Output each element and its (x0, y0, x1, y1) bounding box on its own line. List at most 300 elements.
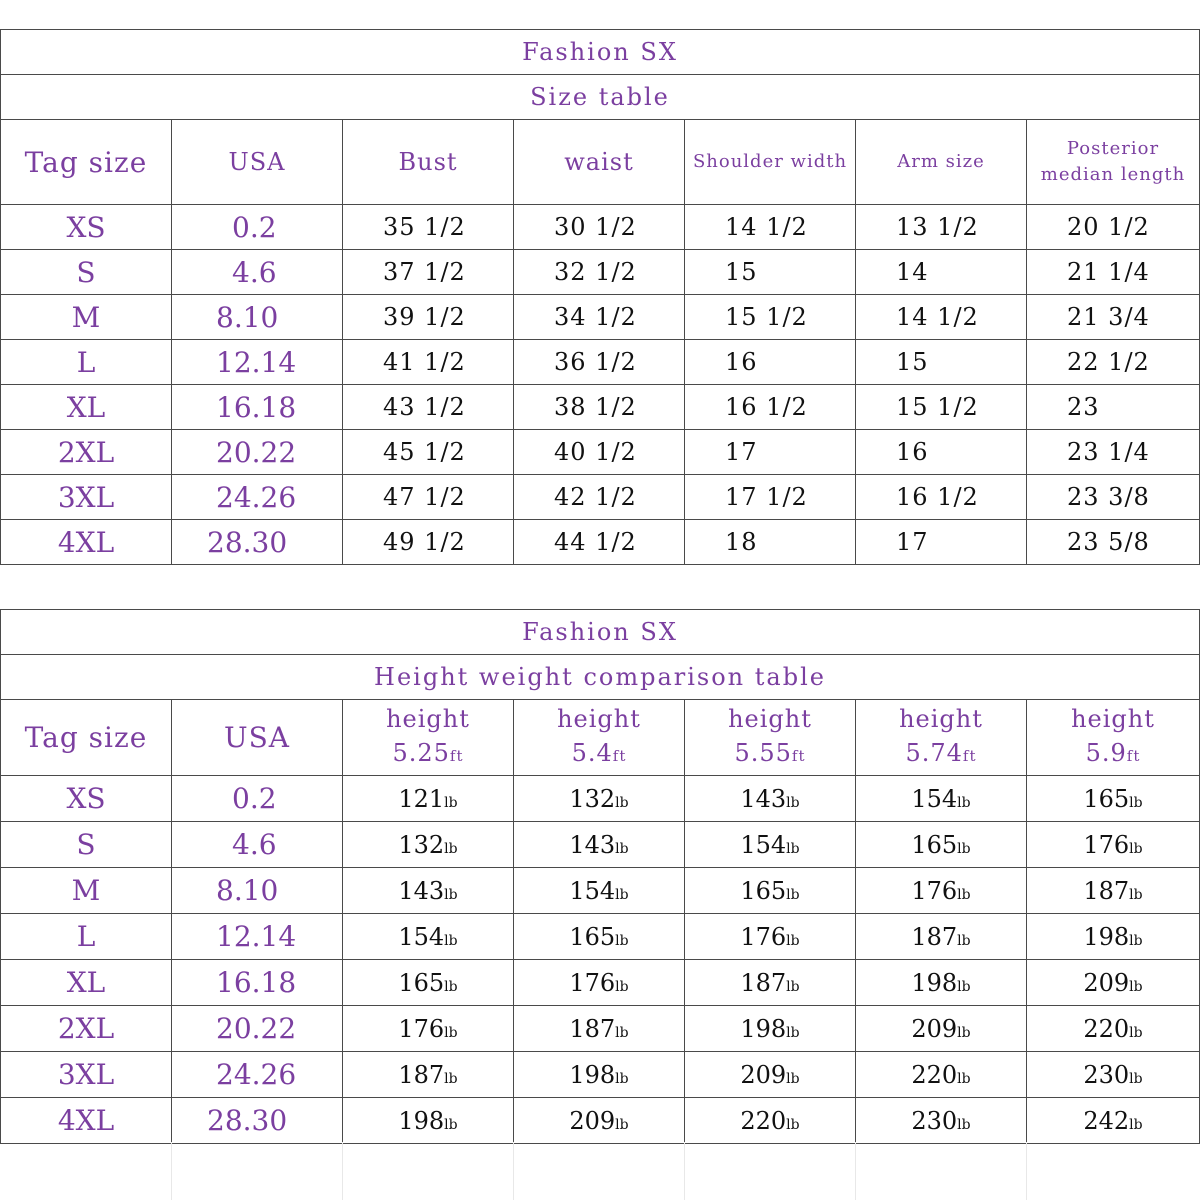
weight-unit: lb (1129, 886, 1143, 903)
weight-table-row (1, 1052, 1200, 1098)
weight-value: 176 (911, 876, 958, 905)
weight-table-body (1, 776, 1200, 1144)
weight-unit: lb (444, 932, 458, 949)
header-tag-size: Tag size (1, 700, 172, 776)
measurement-cell (856, 205, 1027, 250)
weight-unit: lb (1129, 840, 1143, 857)
height-value: 5.4 (571, 739, 613, 767)
measurement-value: 20 1/2 (1067, 213, 1150, 241)
measurement-cell (685, 340, 856, 385)
usa-size-cell (172, 385, 343, 430)
weight-cell (343, 822, 514, 868)
weight-unit: lb (1129, 978, 1143, 995)
weight-value: 143 (398, 876, 445, 905)
measurement-cell (1027, 520, 1200, 565)
weight-unit: lb (444, 1116, 458, 1133)
size-table-row (1, 295, 1200, 340)
weight-cell (1027, 1098, 1200, 1144)
usa-size-cell (172, 295, 343, 340)
weight-cell (1027, 960, 1200, 1006)
weight-unit: lb (1129, 1024, 1143, 1041)
measurement-value: 21 3/4 (1067, 303, 1150, 331)
height-unit: ft (449, 747, 464, 765)
usa-size-value: 4.6 (232, 255, 277, 289)
usa-size-value: 12.14 (216, 345, 297, 379)
weight-value: 198 (398, 1106, 445, 1135)
weight-unit: lb (957, 886, 971, 903)
measurement-cell (1027, 385, 1200, 430)
weight-unit: lb (615, 840, 629, 857)
header-height-2 (514, 700, 685, 776)
weight-unit: lb (957, 978, 971, 995)
height-unit: ft (612, 747, 627, 765)
weight-unit: lb (615, 886, 629, 903)
measurement-cell (343, 340, 514, 385)
weight-value: 198 (740, 1014, 787, 1043)
weight-value: 165 (1083, 784, 1130, 813)
measurement-cell (685, 205, 856, 250)
measurement-value: 37 1/2 (383, 258, 466, 286)
height-label: height (899, 705, 983, 733)
measurement-value: 45 1/2 (383, 438, 466, 466)
weight-value: 198 (911, 968, 958, 997)
weight-cell (685, 822, 856, 868)
measurement-cell (685, 520, 856, 565)
measurement-cell (685, 295, 856, 340)
weight-unit: lb (786, 794, 800, 811)
height-value: 5.25 (392, 739, 450, 767)
measurement-cell (514, 475, 685, 520)
weight-unit: lb (786, 1116, 800, 1133)
weight-value: 132 (398, 830, 445, 859)
weight-unit: lb (957, 794, 971, 811)
measurement-value: 13 1/2 (896, 213, 979, 241)
usa-size-cell (172, 205, 343, 250)
usa-size-cell (172, 1052, 343, 1098)
measurement-cell (1027, 250, 1200, 295)
size-table-row (1, 340, 1200, 385)
weight-table-row (1, 1098, 1200, 1144)
tag-size-cell: XL (1, 385, 172, 430)
height-unit: ft (962, 747, 977, 765)
faint-gridline (171, 1142, 172, 1200)
height-label: height (557, 705, 641, 733)
measurement-value: 44 1/2 (554, 528, 637, 556)
measurement-cell (343, 205, 514, 250)
measurement-cell (343, 250, 514, 295)
size-table-row (1, 430, 1200, 475)
weight-value: 198 (1083, 922, 1130, 951)
tag-size-cell: 2XL (1, 1006, 172, 1052)
faint-gridline (342, 1142, 343, 1200)
tag-size-cell: XL (1, 960, 172, 1006)
measurement-value: 39 1/2 (383, 303, 466, 331)
tag-size-cell: XS (1, 205, 172, 250)
weight-value: 209 (740, 1060, 787, 1089)
measurement-value: 30 1/2 (554, 213, 637, 241)
measurement-cell (514, 340, 685, 385)
weight-unit: lb (444, 886, 458, 903)
measurement-value: 35 1/2 (383, 213, 466, 241)
header-shoulder-width: Shoulder width (685, 120, 856, 205)
tag-size-cell: 4XL (1, 520, 172, 565)
header-height-4 (856, 700, 1027, 776)
measurement-value: 23 1/4 (1067, 438, 1150, 466)
measurement-cell (1027, 295, 1200, 340)
measurement-cell (343, 520, 514, 565)
weight-unit: lb (786, 932, 800, 949)
faint-gridline (684, 1142, 685, 1200)
weight-unit: lb (444, 978, 458, 995)
weight-value: 165 (398, 968, 445, 997)
usa-size-value: 12.14 (216, 920, 297, 953)
header-arm-size: Arm size (856, 120, 1027, 205)
measurement-value: 15 (725, 258, 758, 286)
weight-cell (514, 868, 685, 914)
height-label: height (728, 705, 812, 733)
weight-cell (1027, 868, 1200, 914)
height-unit: ft (1126, 747, 1141, 765)
weight-value: 187 (740, 968, 787, 997)
weight-value: 209 (569, 1106, 616, 1135)
measurement-value: 23 (1067, 393, 1100, 421)
header-height-3 (685, 700, 856, 776)
measurement-value: 32 1/2 (554, 258, 637, 286)
measurement-value: 17 1/2 (725, 483, 808, 511)
weight-unit: lb (957, 840, 971, 857)
measurement-cell (514, 430, 685, 475)
weight-value: 220 (1083, 1014, 1130, 1043)
weight-value: 132 (569, 784, 616, 813)
weight-cell (856, 960, 1027, 1006)
usa-size-cell (172, 340, 343, 385)
weight-unit: lb (1129, 1116, 1143, 1133)
weight-value: 165 (740, 876, 787, 905)
measurement-value: 17 (896, 528, 929, 556)
weight-cell (1027, 776, 1200, 822)
weight-table-row (1, 822, 1200, 868)
weight-cell (514, 1098, 685, 1144)
weight-value: 143 (569, 830, 616, 859)
weight-value: 209 (911, 1014, 958, 1043)
measurement-cell (343, 475, 514, 520)
weight-cell (343, 1006, 514, 1052)
weight-value: 230 (1083, 1060, 1130, 1089)
size-table-row (1, 475, 1200, 520)
weight-unit: lb (444, 1024, 458, 1041)
usa-size-cell (172, 475, 343, 520)
usa-size-cell (172, 914, 343, 960)
weight-cell (1027, 822, 1200, 868)
weight-unit: lb (957, 1116, 971, 1133)
measurement-value: 15 1/2 (896, 393, 979, 421)
measurement-cell (1027, 475, 1200, 520)
weight-unit: lb (1129, 1070, 1143, 1087)
measurement-value: 14 (896, 258, 929, 286)
usa-size-value: 0.2 (232, 210, 277, 244)
weight-value: 176 (740, 922, 787, 951)
measurement-cell (514, 385, 685, 430)
measurement-value: 16 (725, 348, 758, 376)
weight-value: 154 (569, 876, 616, 905)
usa-size-cell (172, 430, 343, 475)
measurement-value: 18 (725, 528, 758, 556)
weight-cell (514, 776, 685, 822)
measurement-cell (514, 295, 685, 340)
weight-cell (685, 1098, 856, 1144)
measurement-value: 14 1/2 (725, 213, 808, 241)
weight-table-row (1, 960, 1200, 1006)
bottom-faint-grid (0, 1142, 1200, 1200)
measurement-value: 49 1/2 (383, 528, 466, 556)
measurement-cell (514, 250, 685, 295)
weight-value: 154 (911, 784, 958, 813)
weight-cell (343, 960, 514, 1006)
weight-cell (343, 1098, 514, 1144)
measurement-cell (856, 295, 1027, 340)
measurement-value: 40 1/2 (554, 438, 637, 466)
weight-table-row (1, 868, 1200, 914)
weight-unit: lb (615, 978, 629, 995)
tag-size-cell: S (1, 822, 172, 868)
measurement-value: 42 1/2 (554, 483, 637, 511)
weight-value: 176 (569, 968, 616, 997)
usa-size-value: 28.30 (207, 1104, 288, 1137)
weight-cell (685, 960, 856, 1006)
weight-value: 187 (1083, 876, 1130, 905)
size-table-brand: Fashion SX (1, 30, 1200, 75)
size-table-body (1, 205, 1200, 565)
measurement-cell (856, 475, 1027, 520)
measurement-value: 15 1/2 (725, 303, 808, 331)
usa-size-value: 24.26 (216, 1058, 297, 1091)
measurement-cell (343, 385, 514, 430)
usa-size-value: 16.18 (216, 390, 297, 424)
measurement-cell (514, 520, 685, 565)
weight-value: 154 (740, 830, 787, 859)
weight-table (0, 609, 1200, 1144)
measurement-cell (1027, 430, 1200, 475)
weight-unit: lb (786, 978, 800, 995)
size-table-section (0, 29, 1200, 565)
measurement-cell (685, 385, 856, 430)
weight-cell (343, 1052, 514, 1098)
usa-size-cell (172, 868, 343, 914)
faint-gridline (1026, 1142, 1027, 1200)
weight-value: 220 (740, 1106, 787, 1135)
weight-value: 230 (911, 1106, 958, 1135)
weight-table-row (1, 914, 1200, 960)
measurement-cell (856, 520, 1027, 565)
usa-size-value: 16.18 (216, 966, 297, 999)
size-table-title: Size table (1, 75, 1200, 120)
tag-size-cell: L (1, 340, 172, 385)
size-table (0, 29, 1200, 565)
header-usa: USA (172, 120, 343, 205)
measurement-value: 47 1/2 (383, 483, 466, 511)
usa-size-value: 24.26 (216, 480, 297, 514)
measurement-value: 41 1/2 (383, 348, 466, 376)
weight-cell (856, 1006, 1027, 1052)
weight-unit: lb (615, 1070, 629, 1087)
weight-cell (685, 1052, 856, 1098)
weight-cell (685, 914, 856, 960)
weight-cell (514, 1006, 685, 1052)
measurement-value: 34 1/2 (554, 303, 637, 331)
size-table-row (1, 385, 1200, 430)
usa-size-cell (172, 520, 343, 565)
weight-unit: lb (786, 1024, 800, 1041)
measurement-cell (685, 250, 856, 295)
measurement-value: 43 1/2 (383, 393, 466, 421)
weight-value: 198 (569, 1060, 616, 1089)
weight-value: 165 (569, 922, 616, 951)
weight-table-row (1, 1006, 1200, 1052)
measurement-cell (685, 430, 856, 475)
header-usa: USA (172, 700, 343, 776)
weight-unit: lb (957, 1070, 971, 1087)
measurement-value: 16 (896, 438, 929, 466)
weight-cell (856, 1098, 1027, 1144)
weight-table-title: Height weight comparison table (1, 655, 1200, 700)
tag-size-cell: M (1, 295, 172, 340)
tag-size-cell: 4XL (1, 1098, 172, 1144)
size-table-row (1, 250, 1200, 295)
header-tag-size: Tag size (1, 120, 172, 205)
header-bust: Bust (343, 120, 514, 205)
tag-size-cell: M (1, 868, 172, 914)
weight-value: 176 (1083, 830, 1130, 859)
tag-size-cell: 3XL (1, 475, 172, 520)
measurement-cell (856, 250, 1027, 295)
weight-unit: lb (444, 840, 458, 857)
usa-size-value: 0.2 (232, 782, 277, 815)
weight-value: 187 (911, 922, 958, 951)
weight-value: 220 (911, 1060, 958, 1089)
usa-size-value: 20.22 (216, 435, 297, 469)
weight-cell (514, 960, 685, 1006)
measurement-cell (1027, 340, 1200, 385)
usa-size-cell (172, 822, 343, 868)
weight-value: 121 (398, 784, 445, 813)
weight-unit: lb (615, 1116, 629, 1133)
measurement-value: 21 1/4 (1067, 258, 1150, 286)
measurement-value: 23 5/8 (1067, 528, 1150, 556)
tag-size-cell: XS (1, 776, 172, 822)
measurement-value: 16 1/2 (725, 393, 808, 421)
weight-unit: lb (615, 932, 629, 949)
weight-unit: lb (957, 932, 971, 949)
usa-size-cell (172, 1006, 343, 1052)
tag-size-cell: 2XL (1, 430, 172, 475)
weight-unit: lb (615, 794, 629, 811)
measurement-value: 17 (725, 438, 758, 466)
weight-value: 154 (398, 922, 445, 951)
tag-size-cell: L (1, 914, 172, 960)
weight-cell (343, 868, 514, 914)
height-value: 5.74 (905, 739, 963, 767)
size-table-row (1, 205, 1200, 250)
weight-unit: lb (444, 794, 458, 811)
weight-unit: lb (1129, 794, 1143, 811)
weight-value: 176 (398, 1014, 445, 1043)
weight-cell (685, 1006, 856, 1052)
header-posterior-median-length: Posterior median length (1027, 120, 1200, 205)
height-value: 5.55 (734, 739, 792, 767)
measurement-cell (343, 295, 514, 340)
weight-table-section (0, 609, 1200, 1144)
weight-value: 187 (569, 1014, 616, 1043)
measurement-value: 22 1/2 (1067, 348, 1150, 376)
measurement-cell (514, 205, 685, 250)
measurement-value: 14 1/2 (896, 303, 979, 331)
measurement-cell (343, 430, 514, 475)
measurement-value: 23 3/8 (1067, 483, 1150, 511)
weight-unit: lb (615, 1024, 629, 1041)
weight-unit: lb (957, 1024, 971, 1041)
weight-cell (856, 822, 1027, 868)
weight-value: 242 (1083, 1106, 1130, 1135)
size-table-row (1, 520, 1200, 565)
weight-cell (685, 868, 856, 914)
measurement-cell (856, 340, 1027, 385)
weight-value: 209 (1083, 968, 1130, 997)
weight-cell (685, 776, 856, 822)
usa-size-value: 4.6 (232, 828, 277, 861)
header-height-1 (343, 700, 514, 776)
usa-size-cell (172, 960, 343, 1006)
height-value: 5.9 (1085, 739, 1127, 767)
weight-unit: lb (786, 840, 800, 857)
header-height-5 (1027, 700, 1200, 776)
height-label: height (386, 705, 470, 733)
weight-cell (1027, 914, 1200, 960)
weight-unit: lb (1129, 932, 1143, 949)
measurement-cell (685, 475, 856, 520)
weight-value: 187 (398, 1060, 445, 1089)
weight-cell (343, 914, 514, 960)
weight-cell (856, 868, 1027, 914)
weight-cell (856, 1052, 1027, 1098)
weight-cell (1027, 1006, 1200, 1052)
measurement-value: 15 (896, 348, 929, 376)
faint-gridline (513, 1142, 514, 1200)
header-waist: waist (514, 120, 685, 205)
usa-size-value: 8.10 (216, 300, 279, 334)
measurement-cell (856, 385, 1027, 430)
weight-cell (1027, 1052, 1200, 1098)
measurement-value: 16 1/2 (896, 483, 979, 511)
usa-size-value: 8.10 (216, 874, 279, 907)
weight-unit: lb (786, 1070, 800, 1087)
height-unit: ft (791, 747, 806, 765)
weight-cell (856, 776, 1027, 822)
measurement-value: 36 1/2 (554, 348, 637, 376)
faint-gridline (855, 1142, 856, 1200)
usa-size-value: 28.30 (207, 525, 288, 559)
tag-size-cell: 3XL (1, 1052, 172, 1098)
measurement-value: 38 1/2 (554, 393, 637, 421)
height-label: height (1071, 705, 1155, 733)
weight-cell (514, 822, 685, 868)
weight-unit: lb (786, 886, 800, 903)
weight-unit: lb (444, 1070, 458, 1087)
usa-size-cell (172, 1098, 343, 1144)
tag-size-cell: S (1, 250, 172, 295)
weight-value: 143 (740, 784, 787, 813)
measurement-cell (1027, 205, 1200, 250)
weight-cell (514, 914, 685, 960)
